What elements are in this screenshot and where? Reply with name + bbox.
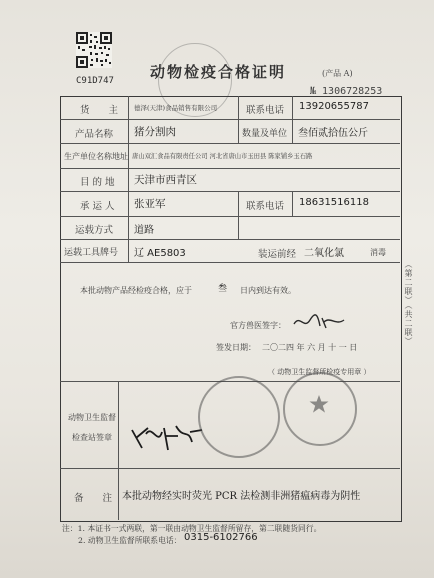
contact-phone-label: 联系电话: [246, 105, 285, 116]
producer-label: 生产单位名称地址: [64, 152, 128, 161]
vehicle-plate-value: 辽 AE5803: [134, 248, 186, 259]
carrier-label: 承 运 人: [80, 201, 115, 212]
issue-date-label: 签发日期：: [216, 343, 256, 352]
checkpoint-label-line1: 动物卫生监督: [68, 413, 116, 422]
checkpoint-label-line2: 检查站签章: [72, 433, 112, 442]
carrier-phone-label: 联系电话: [246, 201, 285, 212]
carrier-phone-value: 18631516118: [299, 197, 369, 208]
footer-note-2: 2. 动物卫生监督所联系电话：: [78, 536, 182, 545]
checkpoint-seal: [198, 376, 280, 458]
animal-health-seal: [283, 372, 357, 446]
disinfection-label: 装运前经: [258, 249, 297, 260]
serial-number: № 1306728253: [310, 86, 383, 97]
validity-text-b: 日内到达有效。: [240, 286, 296, 295]
quarantine-stamp-note: （ 动物卫生监督所检疫专用章 ）: [268, 368, 371, 376]
star-icon: [309, 394, 329, 414]
destination-value: 天津市西青区: [134, 174, 197, 186]
copy-indicator: （第二联）（共二联）: [404, 260, 413, 346]
vehicle-plate-label: 运载工具牌号: [64, 248, 119, 258]
certificate-title: 动物检疫合格证明: [150, 63, 287, 81]
disinfectant-value: 二氧化氯: [304, 248, 344, 259]
footer-phone: 0315-6102766: [184, 532, 258, 543]
product-name-label: 产品名称: [75, 129, 114, 140]
remarks-text: 本批动物经实时荧光 PCR 法检测非洲猪瘟病毒为阴性: [122, 491, 361, 502]
footer-note-1: 注：1. 本证书一式两联，第一联由动物卫生监督所留存，第二联随货同行。: [62, 524, 322, 533]
quantity-value: 叁佰贰拾伍公斤: [298, 128, 368, 139]
remarks-label: 备 注: [74, 493, 113, 504]
checkpoint-signature: [128, 420, 206, 454]
product-name-value: 猪分割肉: [134, 126, 176, 138]
vet-signature: [292, 312, 348, 332]
transport-mode-value: 道路: [134, 225, 154, 236]
producer-value: 唐山双汇食品有限责任公司 河北省唐山市玉田县 陈家铺乡玉石路: [132, 153, 313, 160]
disinfection-suffix: 消毒: [370, 248, 386, 257]
contact-phone-value: 13920655787: [299, 101, 369, 112]
certificate-title-suffix: (产品 A): [322, 69, 353, 78]
qr-code-icon: [76, 32, 112, 68]
issue-date-value: 二〇二四 年 六 月 十 一 日: [262, 343, 358, 352]
validity-text-a: 本批动物产品经检疫合格，应于: [80, 286, 192, 295]
validity-days: 叁: [218, 284, 228, 294]
transport-mode-label: 运载方式: [75, 225, 114, 236]
document-code: C91D747: [76, 76, 114, 86]
owner-label: 货 主: [80, 105, 119, 116]
quantity-label: 数量及单位: [242, 129, 288, 139]
destination-label: 目 的 地: [80, 177, 115, 188]
owner-value: 德泽(天津)食品销售有限公司: [134, 104, 218, 112]
carrier-value: 张亚军: [134, 198, 166, 210]
vet-signature-label: 官方兽医签字：: [230, 321, 286, 330]
